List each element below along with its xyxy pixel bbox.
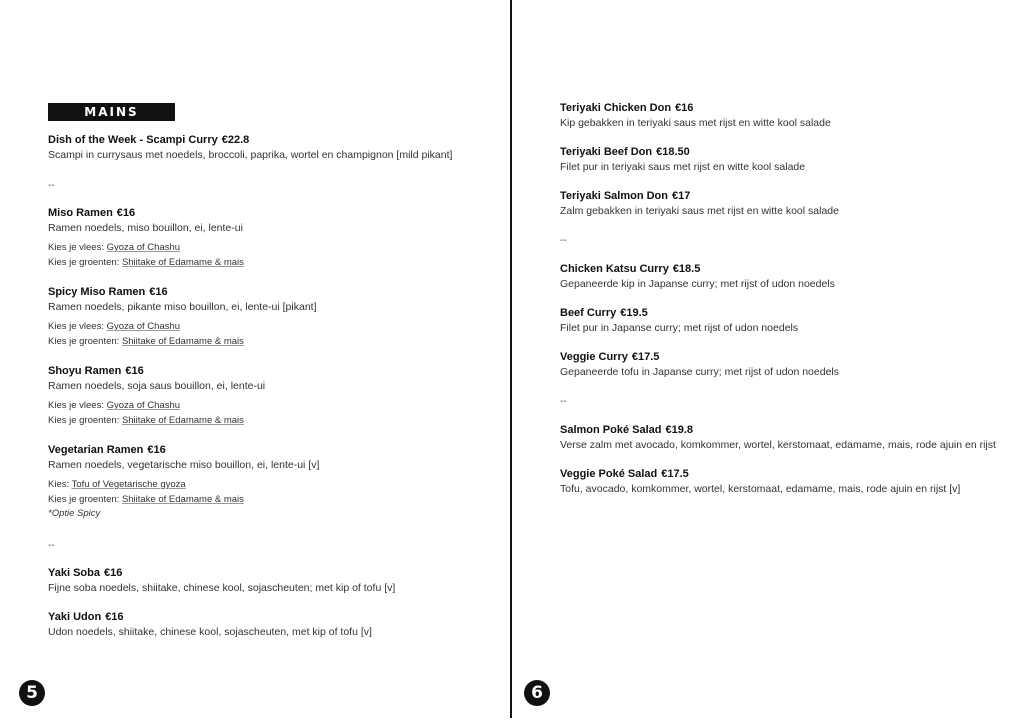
menu-item	[560, 145, 1010, 174]
item-price: €19.5	[620, 307, 648, 319]
item-description: Gepaneerde kip in Japanse curry; met rijst of udon noedels	[560, 278, 835, 290]
item-option: Kies je vlees: Gyoza of Chashu	[48, 321, 181, 332]
item-price: €16	[675, 102, 694, 114]
item-description: Zalm gebakken in teriyaki saus met rijst en witte kool salade	[560, 205, 839, 217]
menu-item	[48, 285, 498, 349]
item-option: Kies je groenten: Shiitake of Edamame & mais	[48, 493, 244, 505]
item-description: Ramen noedels, pikante miso bouillon, ei, lente-ui [pikant]	[48, 301, 317, 313]
menu-item	[48, 610, 498, 639]
separator: --	[48, 180, 55, 191]
menu-item	[48, 364, 498, 428]
item-price: €16	[125, 365, 144, 377]
item-price: €19.8	[665, 424, 694, 436]
item-name: Teriyaki Salmon Don	[560, 190, 668, 202]
item-option: Kies je vlees: Gyoza of Chashu	[48, 400, 181, 411]
item-option: Kies je groenten: Shiitake of Edamame & mais	[48, 414, 244, 426]
item-description: Fijne soba noedels, shiitake, chinese kool, sojascheuten; met kip of tofu [v]	[48, 582, 396, 594]
item-price: €16	[103, 567, 123, 579]
menu-item	[560, 306, 1010, 335]
menu-item	[48, 443, 498, 522]
menu-item	[560, 467, 1010, 496]
item-price: €22.8	[221, 134, 250, 146]
page-number-right: 6	[524, 680, 550, 706]
item-description: Filet pur in Japanse curry; met rijst of udon noedels	[560, 322, 799, 334]
item-description: Ramen noedels, miso bouillon, ei, lente-ui	[48, 222, 243, 234]
menu-item	[560, 189, 1010, 218]
item-description: Kip gebakken in teriyaki saus met rijst en witte kool salade	[560, 117, 831, 129]
item-description: Udon noedels, shiitake, chinese kool, sojascheuten, met kip of tofu [v]	[48, 626, 372, 638]
item-description: Tofu, avocado, komkommer, wortel, kerstomaat, edamame, mais, rode ajuin en rijst [v]	[560, 483, 961, 495]
item-price: €17.5	[631, 351, 660, 363]
item-name: Teriyaki Chicken Don	[560, 102, 672, 114]
menu-item	[48, 566, 498, 595]
item-price: €16	[105, 611, 124, 623]
item-price: €16	[116, 207, 136, 219]
item-name: Shoyu Ramen	[48, 365, 122, 377]
item-name: Miso Ramen	[48, 207, 113, 219]
item-name: Spicy Miso Ramen	[48, 286, 146, 298]
item-description: Ramen noedels, soja saus bouillon, ei, lente-ui	[48, 380, 266, 392]
item-option: Kies je groenten: Shiitake of Edamame & mais	[48, 335, 244, 347]
item-price: €17.5	[661, 468, 689, 480]
item-price: €17	[672, 190, 691, 202]
item-name: Vegetarian Ramen	[48, 444, 144, 456]
item-name: Veggie Poké Salad	[560, 468, 658, 480]
item-name: Veggie Curry	[560, 351, 628, 363]
item-name: Yaki Soba	[48, 567, 100, 579]
item-description: Gepaneerde tofu in Japanse curry; met rijst of udon noedels	[560, 366, 839, 378]
item-description: Ramen noedels, vegetarische miso bouillon, ei, lente-ui [v]	[48, 459, 320, 471]
item-price: €16	[147, 444, 166, 456]
item-name: Salmon Poké Salad	[560, 424, 662, 436]
item-option: Kies je vlees: Gyoza of Chashu	[48, 242, 181, 253]
menu-item	[48, 206, 498, 270]
page-number-left: 5	[19, 680, 45, 706]
item-name: Chicken Katsu Curry	[560, 263, 669, 275]
item-option: Kies: Tofu of Vegetarische gyoza	[48, 479, 186, 490]
separator: --	[560, 396, 567, 407]
menu-item	[560, 262, 1010, 291]
item-price: €16	[149, 286, 168, 298]
menu-item	[48, 133, 498, 162]
separator: --	[48, 540, 55, 551]
menu-item	[560, 423, 1010, 452]
item-name: Dish of the Week - Scampi Curry	[48, 134, 218, 146]
menu-item	[560, 101, 1010, 130]
item-option: Kies je groenten: Shiitake of Edamame & mais	[48, 256, 244, 268]
page-divider	[510, 0, 512, 718]
item-price: €18.50	[656, 146, 690, 158]
item-name: Beef Curry	[560, 307, 617, 319]
item-name: Teriyaki Beef Don	[560, 146, 653, 158]
separator: --	[560, 235, 567, 246]
item-description: Filet pur in teriyaki saus met rijst en witte kool salade	[560, 161, 806, 173]
section-title: MAINS	[48, 103, 175, 121]
item-description: Scampi in currysaus met noedels, broccoli, paprika, wortel en champignon [mild pikant]	[48, 149, 453, 161]
item-price: €18.5	[672, 263, 701, 275]
item-extra-note: *Optie Spicy	[48, 508, 101, 519]
item-description: Verse zalm met avocado, komkommer, wortel, kerstomaat, edamame, mais, rode ajuin en rijst	[560, 439, 996, 451]
menu-item	[560, 350, 1010, 379]
item-name: Yaki Udon	[48, 611, 102, 623]
